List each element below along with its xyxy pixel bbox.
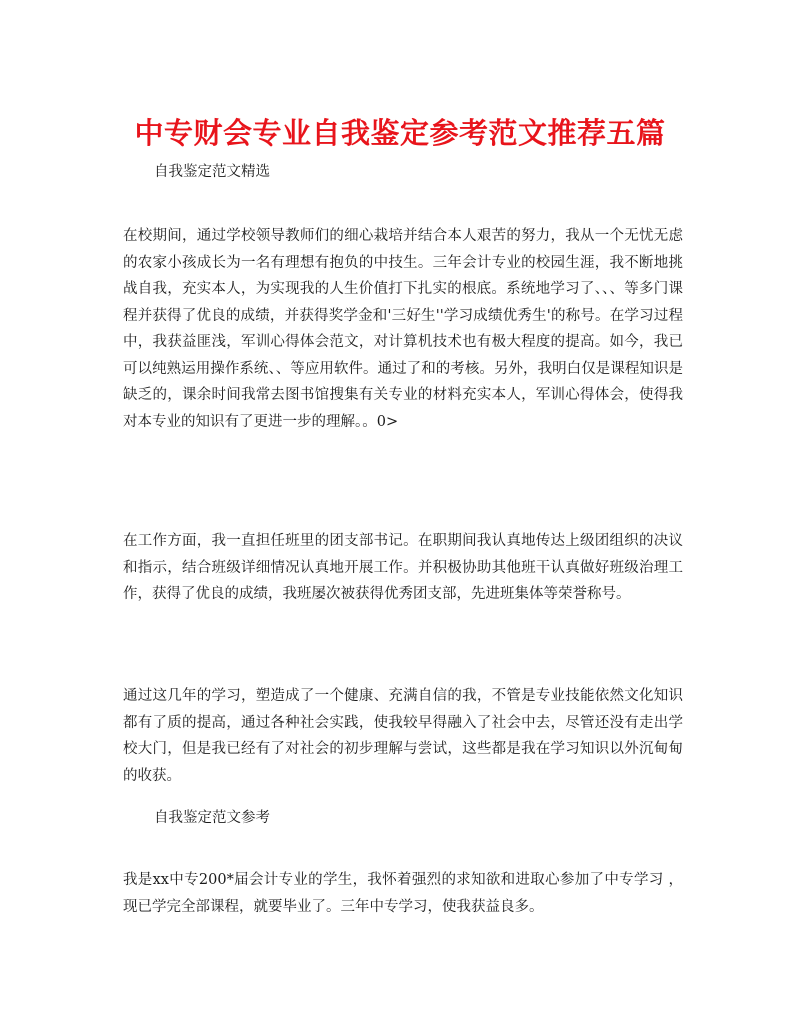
paragraph-growth: 通过这几年的学习，塑造成了一个健康、充满自信的我，不管是专业技能依然文化知识都有了质的提高，通过各种社会实践，使我较早得融入了社会中去，尽管还没有走出学校大门，但是我已经有了对社会的初步理解与尝试，这些都是我在学习知识以外沉甸甸的收获。 (123, 688, 683, 784)
section-heading-reference-samples: 自我鉴定范文参考 (154, 810, 270, 826)
paragraph-work: 在工作方面，我一直担任班里的团支部书记。在职期间我认真地传达上级团组织的决议和指示，结合班级详细情况认真地开展工作。并积极协助其他班干认真做好班级治理工作，获得了优良的成绩，我班屡次被获得优秀团支部，先进班集体等荣誉称号。 (123, 533, 683, 602)
paragraph-school-period: 在校期间，通过学校领导教师们的细心栽培并结合本人艰苦的努力，我从一个无忧无虑的农家小孩成长为一名有理想有抱负的中技生。三年会计专业的校园生涯，我不断地挑战自我，充实本人，为实现我的人生价值打下扎实的根底。系统地学习了、、、等多门课程并获得了优良的成绩，并获得奖学金和'三好生''学习成绩优秀生'的称号。在学习过程中，我获益匪浅，军训心得体会范文，对计算机技术也有极大程度的提高。如今，我已可以纯熟运用操作系统、、等应用软件。通过了和的考核。另外，我明白仅是课程知识是缺乏的，课余时间我常去图书馆搜集有关专业的材料充实本人，军训心得体会，使得我对本专业的知识有了更进一步的理解。。0> (123, 228, 683, 430)
paragraph-introduction: 我是xx中专200*届会计专业的学生，我怀着强烈的求知欲和进取心参加了中专学习 ，现已学完全部课程，就要毕业了。三年中专学习，使我获益良多。 (123, 872, 683, 915)
section-heading-selected-samples: 自我鉴定范文精选 (154, 164, 270, 180)
document-title: 中专财会专业自我鉴定参考范文推荐五篇 (134, 116, 666, 150)
